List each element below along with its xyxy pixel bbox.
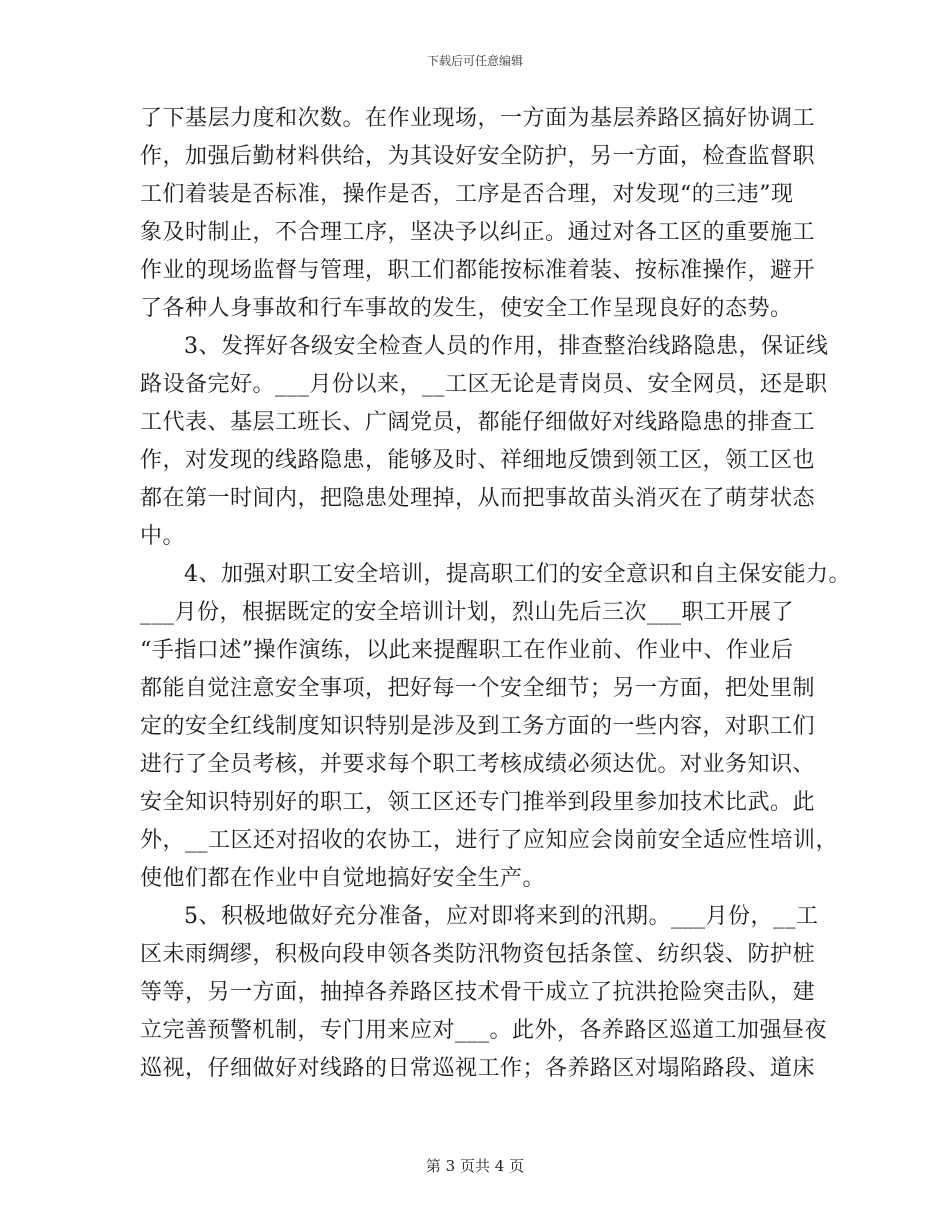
text-line: 定的安全红线制度知识特别是涉及到工务方面的一些内容，对职工们	[140, 714, 816, 739]
text-line: 了各种人身事故和行车事故的发生，使安全工作呈现良好的态势。	[140, 296, 793, 321]
text-line: 路设备完好。___月份以来，__工区无论是青岗员、安全网员，还是职	[140, 372, 828, 397]
text-line: 都在第一时间内，把隐患处理掉，从而把事故苗头消灭在了萌芽状态	[140, 486, 816, 511]
text-line: 安全知识特别好的职工，领工区还专门推举到段里参加技术比武。此	[140, 790, 816, 815]
text-line: 使他们都在作业中自觉地搞好安全生产。	[140, 866, 546, 891]
text-line: “手指口述”操作演练，以此来提醒职工在作业前、作业中、作业后	[140, 638, 794, 663]
paragraph-start-line: 5、积极地做好充分准备，应对即将来到的汛期。___月份，__工	[184, 904, 819, 929]
text-line: 工们着装是否标准，操作是否，工序是否合理，对发现“的三违”现	[140, 182, 794, 207]
text-line: 工代表、基层工班长、广阔党员，都能仔细做好对线路隐患的排查工	[140, 410, 816, 435]
text-line: ___月份，根据既定的安全培训计划，烈山先后三次___职工开展了	[140, 600, 795, 625]
text-line: 等等，另一方面，抽掉各养路区技术骨干成立了抗洪抢险突击队，建	[140, 980, 816, 1005]
text-line: 了下基层力度和次数。在作业现场，一方面为基层养路区搞好协调工	[140, 106, 816, 131]
text-line: 外，__工区还对招收的农协工，进行了应知应会岗前安全适应性培训，	[140, 828, 839, 853]
text-line: 立完善预警机制，专门用来应对___。此外，各养路区巡道工加强昼夜	[140, 1018, 828, 1043]
text-line: 作，对发现的线路隐患，能够及时、祥细地反馈到领工区，领工区也	[140, 448, 816, 473]
page-header: 下载后可任意编辑	[426, 54, 523, 68]
page-number-footer: 第 3 页共 4 页	[425, 1157, 525, 1175]
text-line: 都能自觉注意安全事项，把好每一个安全细节；另一方面，把处里制	[140, 676, 816, 701]
text-line: 区未雨绸缪，积极向段申领各类防汛物资包括条筐、纺织袋、防护桩	[140, 942, 816, 967]
text-line: 象及时制止，不合理工序，坚决予以纠正。通过对各工区的重要施工	[140, 220, 816, 245]
text-line: 中。	[140, 524, 186, 549]
document-body	[140, 100, 851, 1088]
paragraph-start-line: 4、加强对职工安全培训，提高职工们的安全意识和自主保安能力。	[184, 562, 851, 587]
text-line: 作，加强后勤材料供给，为其设好安全防护，另一方面，检查监督职	[140, 144, 816, 169]
text-line: 进行了全员考核，并要求每个职工考核成绩必须达优。对业务知识、	[140, 752, 816, 777]
paragraph-start-line: 3、发挥好各级安全检查人员的作用，排查整治线路隐患，保证线	[184, 334, 829, 359]
text-line: 巡视，仔细做好对线路的日常巡视工作；各养路区对塌陷路段、道床	[140, 1056, 816, 1081]
text-line: 作业的现场监督与管理，职工们都能按标准着装、按标准操作，避开	[140, 258, 816, 283]
